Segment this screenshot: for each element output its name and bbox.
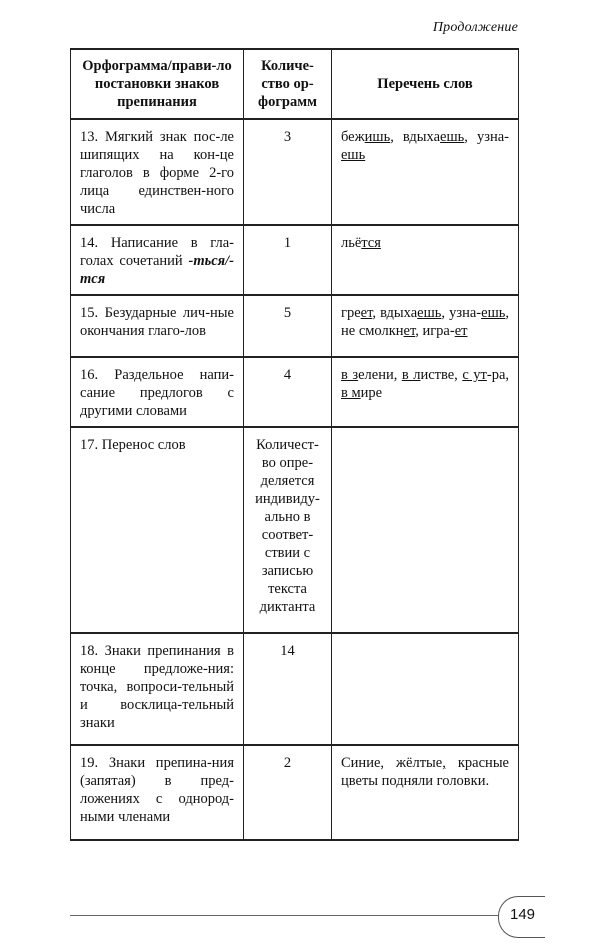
words-cell bbox=[332, 427, 519, 633]
count-cell: 1 bbox=[244, 225, 332, 295]
rule-cell bbox=[71, 225, 244, 295]
underlined-fragment: ет bbox=[454, 323, 468, 339]
word-fragment: , игра- bbox=[415, 323, 455, 339]
table-row bbox=[71, 119, 519, 225]
word-fragment: елени, bbox=[358, 367, 402, 383]
rule-cell bbox=[71, 633, 244, 745]
header-count: Количе-ство ор-фограмм bbox=[244, 49, 332, 119]
word-fragment: жёлтые bbox=[384, 755, 443, 771]
table-row bbox=[71, 427, 519, 633]
rule-text: 14. Написание в гла-голах сочетаний bbox=[80, 235, 234, 269]
table-row bbox=[71, 745, 519, 840]
count-cell: 4 bbox=[244, 357, 332, 427]
table-row bbox=[71, 357, 519, 427]
word-fragment: истве, bbox=[420, 367, 463, 383]
underlined-fragment: ешь bbox=[440, 129, 465, 145]
underlined-fragment: , bbox=[380, 755, 385, 771]
table-row bbox=[71, 295, 519, 357]
footer-rule-line bbox=[70, 915, 502, 916]
rule-text: 16. Раздельное напи-сание предлогов с другими словами bbox=[80, 367, 234, 419]
word-fragment: красные цветы подняли головки. bbox=[341, 755, 509, 789]
underlined-fragment: в з bbox=[341, 367, 359, 383]
words-cell bbox=[332, 225, 519, 295]
count-cell: 3 bbox=[244, 119, 332, 225]
underlined-fragment: ишь bbox=[364, 129, 391, 145]
rule-cell bbox=[71, 357, 244, 427]
words-cell bbox=[332, 633, 519, 745]
rule-text: 19. Знаки препина-ния (запятая) в пред-ложениях с однород-ными членами bbox=[80, 755, 234, 825]
count-cell: 2 bbox=[244, 745, 332, 840]
underlined-fragment: с ут bbox=[462, 367, 487, 383]
rule-emphasis: -ться/-тся bbox=[80, 253, 234, 287]
word-fragment: , вдыха bbox=[390, 129, 441, 145]
count-cell: 5 bbox=[244, 295, 332, 357]
words-cell bbox=[332, 119, 519, 225]
rule-text: 15. Безударные лич-ные окончания глаго-лов bbox=[80, 305, 234, 339]
underlined-fragment: ет bbox=[360, 305, 373, 321]
word-fragment: ире bbox=[360, 385, 383, 401]
rule-text: 18. Знаки препинания в конце предложе-ния: точка, вопроси-тельный и восклица-тельный знаки bbox=[80, 643, 234, 731]
word-fragment: , узна- bbox=[441, 305, 482, 321]
orthogram-table bbox=[70, 48, 519, 841]
underlined-fragment: , bbox=[442, 755, 446, 771]
rule-cell bbox=[71, 427, 244, 633]
underlined-fragment: ешь bbox=[481, 305, 506, 321]
running-head: Продолжение bbox=[432, 20, 518, 35]
header-rule: Орфограмма/прави-ло постановки знаков препинания bbox=[71, 49, 244, 119]
word-fragment: , не смолкн bbox=[341, 305, 509, 339]
rule-text: 17. Перенос слов bbox=[80, 437, 186, 453]
words-cell bbox=[332, 745, 519, 840]
count-cell: 14 bbox=[244, 633, 332, 745]
word-fragment: гре bbox=[341, 305, 361, 321]
word-fragment: -ра, bbox=[486, 367, 509, 383]
word-fragment: , вдыха bbox=[372, 305, 418, 321]
table-row bbox=[71, 225, 519, 295]
word-fragment: Синие bbox=[341, 755, 381, 771]
count-cell: Количест-во опре-деляется индивиду-ально в соответ-ствии с записью текста диктанта bbox=[244, 427, 332, 633]
page-number: 149 bbox=[510, 906, 536, 923]
table-row bbox=[71, 633, 519, 745]
rule-cell bbox=[71, 119, 244, 225]
rule-text: 13. Мягкий знак пос-ле шипящих на кон-це глаголов в форме 2-го лица единствен-ного числа bbox=[80, 129, 234, 217]
word-fragment: беж bbox=[341, 129, 365, 145]
words-cell bbox=[332, 357, 519, 427]
table-header-row bbox=[71, 49, 519, 119]
underlined-fragment: тся bbox=[361, 235, 381, 251]
word-fragment: , узна- bbox=[464, 129, 509, 145]
underlined-fragment: в л bbox=[401, 367, 421, 383]
underlined-fragment: в м bbox=[341, 385, 361, 401]
header-words: Перечень слов bbox=[332, 49, 519, 119]
underlined-fragment: ешь bbox=[341, 147, 366, 163]
words-cell bbox=[332, 295, 519, 357]
rule-cell bbox=[71, 745, 244, 840]
rule-cell bbox=[71, 295, 244, 357]
underlined-fragment: ешь bbox=[417, 305, 442, 321]
underlined-fragment: ет bbox=[403, 323, 416, 339]
word-fragment: льё bbox=[341, 235, 362, 251]
